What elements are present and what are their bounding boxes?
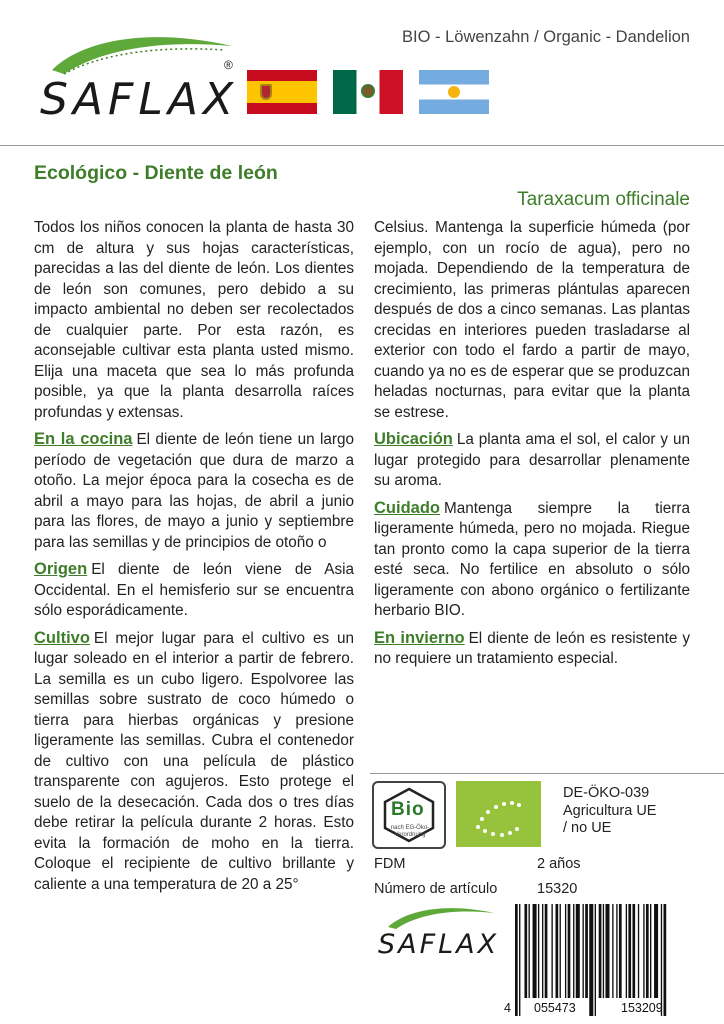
barcode-bar xyxy=(545,904,548,998)
country-flags xyxy=(247,70,489,114)
header-divider xyxy=(0,145,724,146)
barcode-bar xyxy=(654,904,658,998)
barcode-bar xyxy=(599,904,602,998)
cocina-section xyxy=(34,429,354,553)
article-number-value: 15320 xyxy=(537,881,578,897)
certification-text xyxy=(563,785,656,838)
barcode-bar xyxy=(650,904,651,998)
barcode-bar xyxy=(585,904,588,998)
barcode-bar xyxy=(589,904,593,1016)
origen-heading: Origen xyxy=(34,560,88,578)
mexico-flag-icon xyxy=(333,70,403,114)
barcode-bar xyxy=(568,904,571,998)
barcode-bar xyxy=(628,904,631,998)
barcode-bar xyxy=(619,904,622,998)
barcode-bar xyxy=(515,904,518,1016)
ubicacion-text: La planta ama el sol, el calor y un lugar protegido para desarrollar plenamente su aroma. xyxy=(374,431,690,489)
cuidado-text: Mantenga siempre la tierra ligeramente húmeda, pero no mojada. Riegue tan pronto como la capa superior de la tierra esté seca. No fertilice en absoluto o sólo ligeramente con abono orgánico o fertilizante herbario BIO. xyxy=(374,499,690,619)
page-title: Ecológico - Diente de león xyxy=(34,162,278,184)
barcode-group-1: 055473 xyxy=(534,1001,576,1015)
ubicacion-heading: Ubicación xyxy=(374,430,453,448)
invierno-section xyxy=(374,628,690,670)
cultivo-section xyxy=(34,628,354,896)
spain-flag-icon xyxy=(247,70,317,114)
brand-name-small: SAFLAX xyxy=(378,929,500,960)
saflax-logo-small xyxy=(378,903,500,967)
barcode-bar xyxy=(573,904,574,998)
registered-mark: ® xyxy=(224,58,233,72)
barcode-bar xyxy=(595,904,596,1016)
origen-section xyxy=(34,559,354,622)
barcode-bar xyxy=(565,904,566,998)
barcode-bar xyxy=(626,904,627,998)
bio-seal-text: Bio xyxy=(391,799,425,820)
bio-seal-icon xyxy=(372,781,446,849)
barcode-bar xyxy=(603,904,604,998)
barcode-bar xyxy=(616,904,617,998)
argentina-flag-icon xyxy=(419,70,489,114)
bio-seal-subtext: nach EG-Öko-Verordnung xyxy=(390,825,430,838)
barcode-bar xyxy=(664,904,667,1016)
eu-stars-leaf-icon xyxy=(456,781,541,847)
barcode-bar xyxy=(560,904,561,998)
article-number-label: Número de artículo xyxy=(374,881,498,897)
barcode-bar xyxy=(538,904,539,998)
cocina-text: El diente de león tiene un largo período de vegetación que dura de marzo a otoño. La mejor época para la cosecha es de abril a mayo para las hojas, de abril a junio para las flores, de mayo a junio y septiembre para las semillas y de principios de otoño o xyxy=(34,431,354,551)
left-column xyxy=(34,218,354,901)
barcode-bar xyxy=(638,904,639,998)
eu-organic-leaf-icon xyxy=(456,781,541,847)
barcode-bar xyxy=(524,904,527,998)
fdm-label: FDM xyxy=(374,856,406,872)
brand-name: SAFLAX xyxy=(40,74,239,125)
barcode-bar xyxy=(542,904,543,998)
barcode-bar xyxy=(605,904,609,998)
product-header-title: BIO - Löwenzahn / Organic - Dandelion xyxy=(402,28,690,46)
cultivo-heading: Cultivo xyxy=(34,628,90,647)
cocina-heading: En la cocina xyxy=(34,430,133,448)
barcode-bar xyxy=(632,904,635,998)
cert-line3: / no UE xyxy=(563,820,612,836)
ubicacion-section xyxy=(374,429,690,492)
info-divider xyxy=(370,773,724,774)
barcode-bar xyxy=(646,904,649,998)
right-column xyxy=(374,218,690,676)
cultivo-continued: Celsius. Mantenga la superficie húmeda (por ejemplo, con un rocío de agua), pero no mojada. Dependiendo de la temperatura de crecimiento, las primeras plántulas aparecen después de dos a cinco semanas. Las plantas crecidas en interiores pueden trasladarse al exterior con todo el fardo a partir de mayo, cuando ya no es de esperar que se produzcan heladas nocturnas, para evitar que la planta se estrese. xyxy=(374,219,690,421)
cert-code: DE-ÖKO-039 xyxy=(563,785,650,801)
saflax-logo xyxy=(34,30,244,125)
barcode-bar xyxy=(612,904,613,998)
cuidado-section xyxy=(374,498,690,622)
barcode-bar xyxy=(556,904,559,998)
invierno-text: El diente de león es resistente y no requiere un tratamiento especial. xyxy=(374,629,690,667)
cultivo-text: El mejor lugar para el cultivo es un lugar soleado en el interior a partir de febrero. La semilla es un cubo ligero. Espolvoree las semillas sobre sustrato de coco húmedo o tierra para hierbas orgánicas y presione ligeramente las semillas. Cubra el contenedor de cultivo con una película de plástico transparente con agujeros. Esto protege el suelo de la desecación. Cada dos o tres días debe retirar la película durante 2 horas. Esto evita la formación de moho en la tierra. Coloque el recipiente de cultivo brillante y caliente a una temperatura de 20 a 25° xyxy=(34,629,354,893)
origen-text: El diente de león viene de Asia Occidental. En el hemisferio sur se encuentra sólo esporádicamente. xyxy=(34,561,354,619)
cuidado-heading: Cuidado xyxy=(374,498,440,517)
barcode-bar xyxy=(533,904,537,998)
barcode-bar xyxy=(643,904,644,998)
barcode-bar xyxy=(576,904,580,998)
fdm-value: 2 años xyxy=(537,856,581,872)
barcode-bar xyxy=(551,904,552,998)
intro-paragraph: Todos los niños conocen la planta de hasta 30 cm de altura y sus hojas características, parecidas a las del diente de león. Los dientes de león son comunes, pero debido a su impacto ambiental no deben ser recolectados de cualquier parte. Por esta razón, es aconsejable cultivar esta planta usted mismo. Elija una maceta que sea lo más profunda posible, ya que la planta desarrolla raíces profundas y extensas. xyxy=(34,219,354,421)
barcode-bar xyxy=(519,904,520,1016)
latin-name: Taraxacum officinale xyxy=(517,189,690,210)
barcode-bar xyxy=(529,904,530,998)
barcode-first-digit: 4 xyxy=(504,1001,511,1015)
product-barcode xyxy=(497,904,707,1022)
invierno-heading: En invierno xyxy=(374,628,465,647)
barcode-bar xyxy=(583,904,584,998)
barcode-group-2: 153209 xyxy=(621,1001,663,1015)
cert-line2: Agricultura UE xyxy=(563,802,657,819)
barcode-bar xyxy=(661,904,662,1016)
